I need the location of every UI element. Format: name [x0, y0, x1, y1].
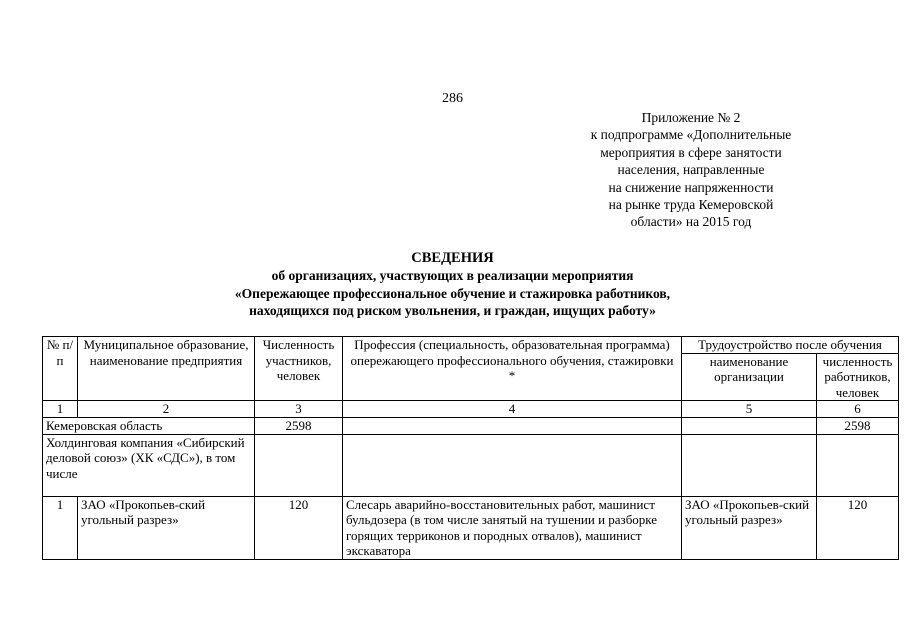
- region-org-empty: [682, 417, 817, 434]
- page-number: 286: [442, 91, 463, 106]
- header-municipality: Муниципальное образование, наименование предприятия: [78, 337, 255, 401]
- appendix-line: к подпрограмме «Дополнительные: [590, 127, 792, 143]
- region-participants: 2598: [255, 417, 343, 434]
- table-row-region: [43, 417, 899, 434]
- header-profession: Профессия (специальность, образовательная программа) опережающего профессионального обучения, стажировки *: [343, 337, 682, 401]
- row-num: 1: [43, 496, 78, 559]
- appendix-note: [570, 109, 812, 231]
- row-profession: Слесарь аварийно-восстановительных работ, машинист бульдозера (в том числе занятый на тушении и разборке горящих терриконов и породных отвалов), машинист экскаватора: [343, 496, 682, 559]
- table-row: [43, 496, 899, 559]
- region-name: Кемеровская область: [43, 417, 255, 434]
- document-title: [0, 250, 905, 320]
- holding-workers-empty: [817, 434, 899, 496]
- appendix-line: Приложение № 2: [641, 110, 741, 125]
- column-number-row: [43, 401, 899, 418]
- header-row: [43, 337, 899, 354]
- header-num: № п/п: [43, 337, 78, 401]
- column-number: 1: [43, 401, 78, 418]
- row-workers: 120: [817, 496, 899, 559]
- title-line: находящихся под риском увольнения, и граждан, ищущих работу»: [249, 303, 656, 319]
- appendix-line: мероприятия в сфере занятости: [600, 144, 782, 160]
- column-number: 5: [682, 401, 817, 418]
- row-org-name: ЗАО «Прокопьев-ский угольный разрез»: [682, 496, 817, 559]
- appendix-line: области» на 2015 год: [630, 214, 752, 230]
- appendix-line: на снижение напряженности: [608, 179, 774, 195]
- header-participants: Численность участников, человек: [255, 337, 343, 401]
- holding-org-empty: [682, 434, 817, 496]
- title-line: «Опережающее профессиональное обучение и стажировка работников,: [234, 285, 671, 301]
- table-row-holding: [43, 434, 899, 496]
- appendix-line: на рынке труда Кемеровской: [608, 197, 774, 213]
- row-participants: 120: [255, 496, 343, 559]
- row-enterprise: ЗАО «Прокопьев-ский угольный разрез»: [78, 496, 255, 559]
- title-line: об организациях, участвующих в реализации мероприятия: [271, 268, 634, 284]
- column-number: 6: [817, 401, 899, 418]
- header-org-name: наименование организации: [682, 353, 817, 401]
- column-number: 3: [255, 401, 343, 418]
- header-employment: Трудоустройство после обучения: [682, 337, 899, 354]
- header-workers-count: численность работников, человек: [817, 353, 899, 401]
- holding-participants-empty: [255, 434, 343, 496]
- holding-profession-empty: [343, 434, 682, 496]
- column-number: 2: [78, 401, 255, 418]
- column-number: 4: [343, 401, 682, 418]
- title-heading: СВЕДЕНИЯ: [411, 250, 494, 266]
- organizations-table: [42, 336, 899, 560]
- region-workers: 2598: [817, 417, 899, 434]
- appendix-line: населения, направленные: [617, 162, 765, 178]
- holding-name: Холдинговая компания «Сибирский деловой союз» (ХК «СДС»), в том числе: [43, 434, 255, 496]
- region-profession-empty: [343, 417, 682, 434]
